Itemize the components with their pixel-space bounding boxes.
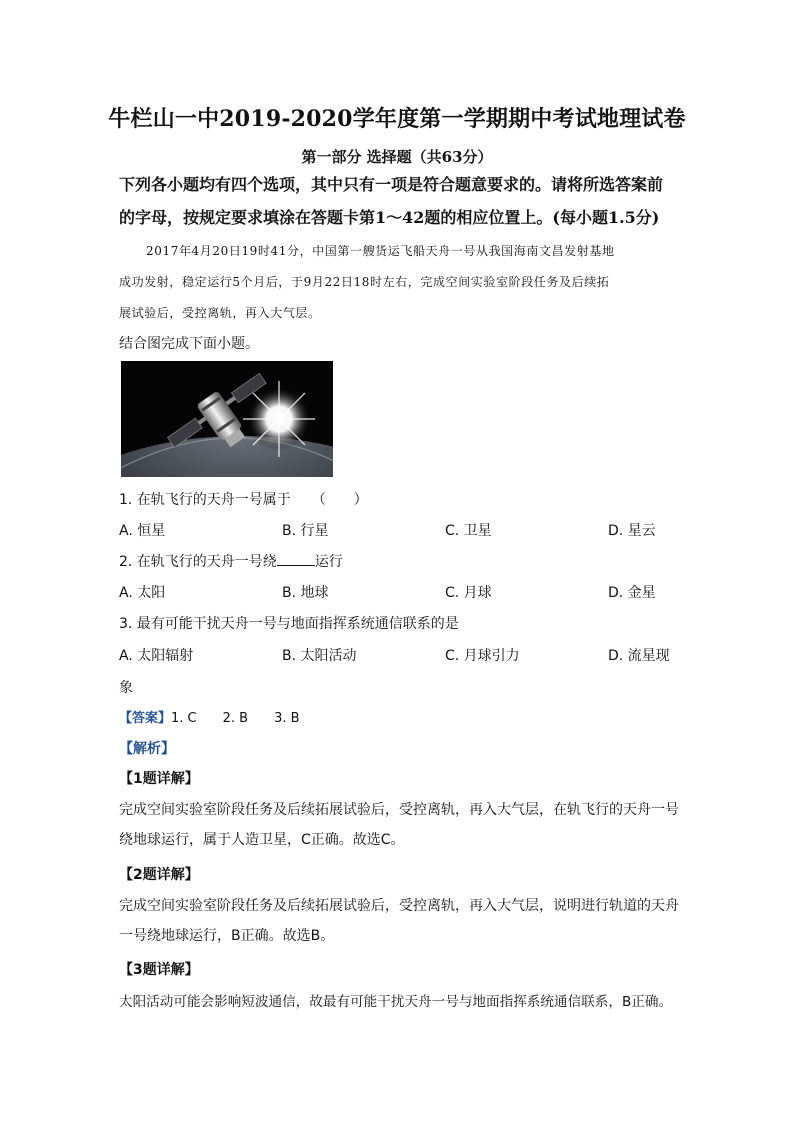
question-3-option-a: A. 太阳辐射 [119,648,194,664]
section-title: 第一部分 选择题（共63分） [301,148,493,166]
detail-2-line-1: 完成空间实验室阶段任务及后续拓展试验后，受控离轨，再入大气层，说明进行轨道的天舟 [119,898,679,914]
passage-line-1: 2017年4月20日19时41分，中国第一艘货运飞船天舟一号从我国海南文昌发射基地 [146,244,615,258]
question-3-option-b: B. 太阳活动 [282,648,357,664]
passage-line-3: 展试验后，受控离轨，再入大气层。 [119,306,321,320]
question-1-option-d: D. 星云 [608,523,656,539]
question-2-stem-end: 运行 [314,554,343,570]
question-3-stem: 3. 最有可能干扰天舟一号与地面指挥系统通信联系的是 [119,616,459,632]
detail-1-line-1: 完成空间实验室阶段任务及后续拓展试验后，受控离轨，再入大气层，在轨飞行的天舟一号 [119,802,679,818]
question-1-option-a: A. 恒星 [119,523,166,539]
answer-label: 【答案】 [119,711,172,726]
question-2-stem [119,551,343,571]
satellite-photo [121,361,333,477]
question-2-option-b: B. 地球 [282,585,329,601]
question-2-stem-start: 2. 在轨飞行的天舟一号绕 [119,554,277,570]
detail-2-label: 【2题详解】 [119,867,199,883]
question-1-stem: 1. 在轨飞行的天舟一号属于 （ ） [119,492,368,508]
question-3-option-d-wrap: 象 [119,680,133,696]
passage-line-2: 成功发射，稳定运行5个月后，于9月22日18时左右，完成空间实验室阶段任务及后续拓 [119,275,610,289]
detail-1-label: 【1题详解】 [119,771,199,787]
detail-2-line-2: 一号绕地球运行，B正确。故选B。 [119,928,335,944]
detail-3-line-1: 太阳活动可能会影响短波通信，故最有可能干扰天舟一号与地面指挥系统通信联系，B正确。 [119,994,673,1010]
instructions-line-1: 下列各小题均有四个选项，其中只有一项是符合题意要求的。请将所选答案前 [119,175,664,194]
figure-prompt: 结合图完成下面小题。 [119,336,259,352]
question-2-option-d: D. 金星 [608,585,656,601]
detail-3-label: 【3题详解】 [119,962,199,978]
question-3-option-c: C. 月球引力 [445,648,520,664]
satellite-illustration [121,361,333,477]
answer-blank [277,553,315,566]
answer-line [119,707,300,726]
question-2-option-a: A. 太阳 [119,585,166,601]
page-title: 牛栏山一中2019-2020学年度第一学期期中考试地理试卷 [108,106,686,132]
question-2-option-c: C. 月球 [445,585,492,601]
answer-text: 1. C 2. B 3. B [171,711,300,726]
question-1-option-c: C. 卫星 [445,523,492,539]
question-3-option-d: D. 流星现 [608,648,670,664]
instructions-line-2: 的字母，按规定要求填涂在答题卡第1～42题的相应位置上。(每小题1.5分) [119,208,660,227]
detail-1-line-2: 绕地球运行，属于人造卫星，C正确。故选C。 [119,832,405,848]
question-1-option-b: B. 行星 [282,523,329,539]
analysis-label: 【解析】 [119,741,175,757]
